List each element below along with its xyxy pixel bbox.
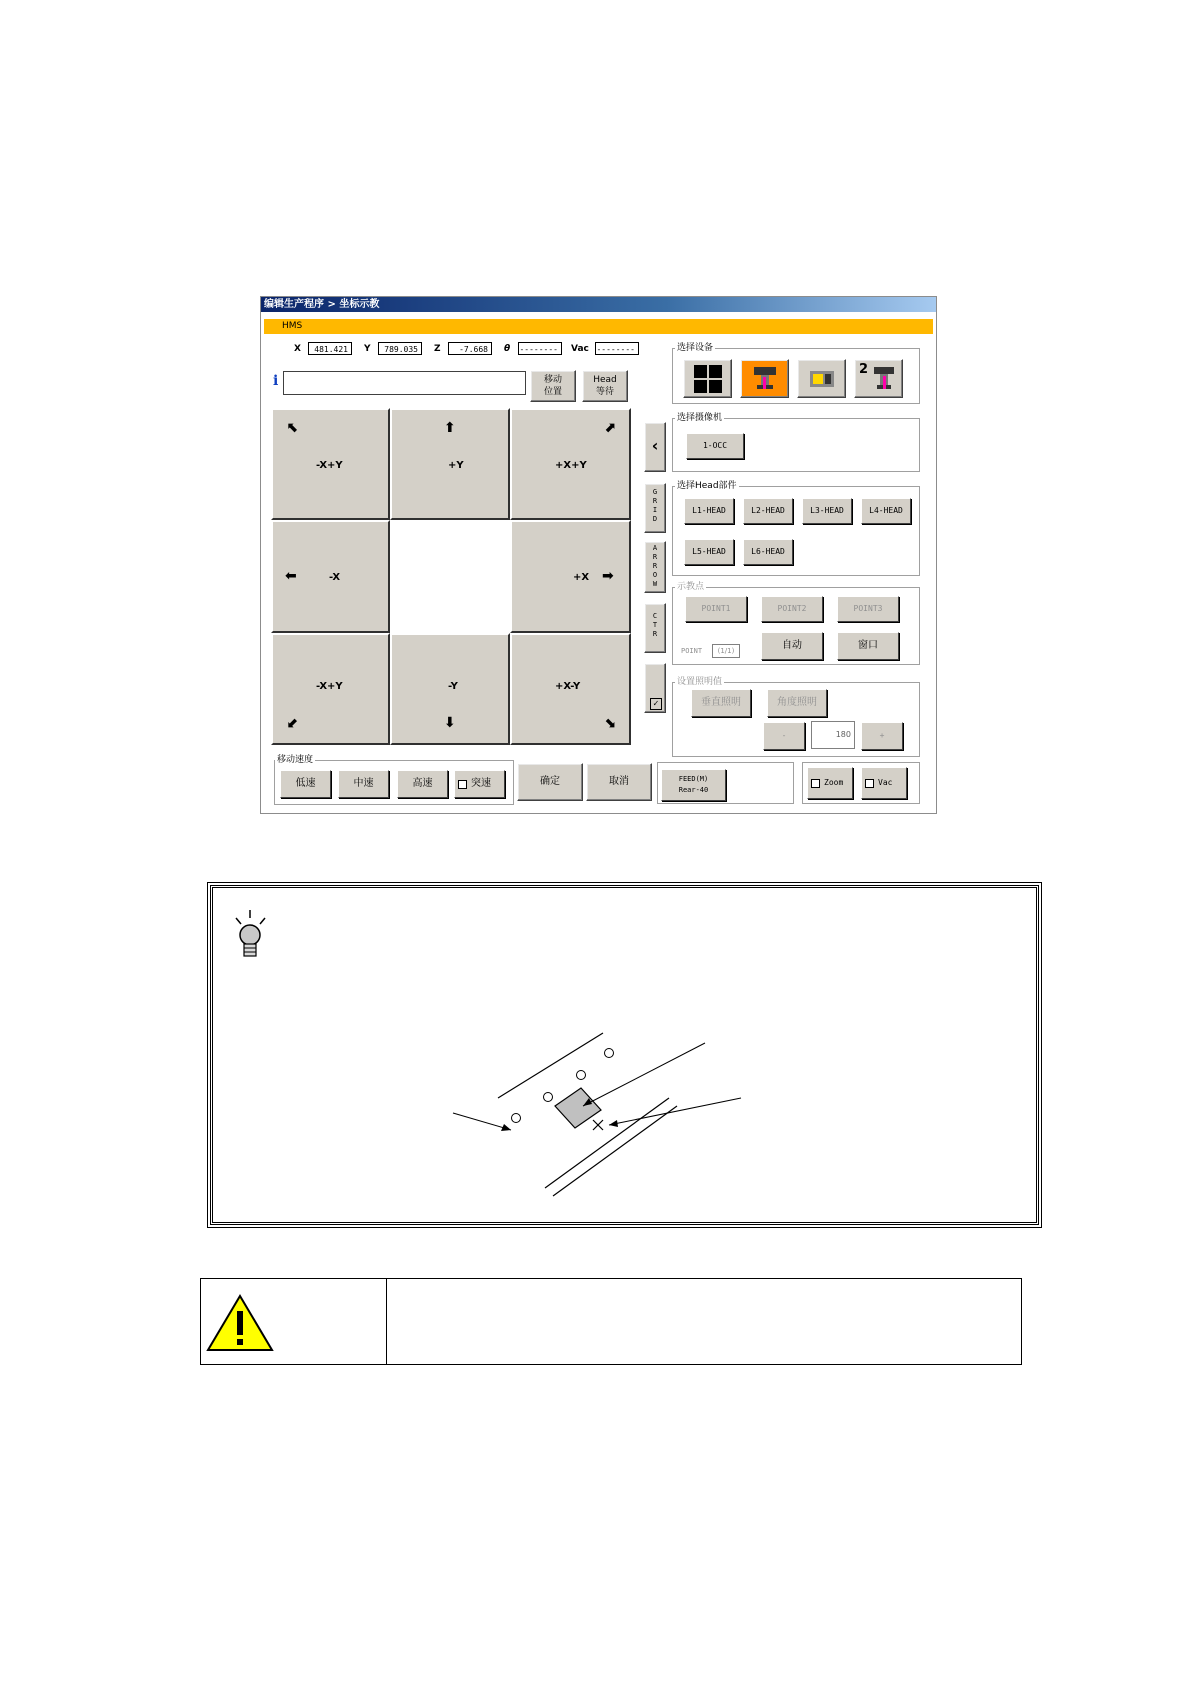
jog-left-label: -X (329, 572, 341, 583)
feeder-icon (808, 365, 836, 393)
speed-group-title: 移动速度 (275, 752, 315, 765)
head-group-title: 选择Head部件 (675, 478, 739, 491)
teach-window (260, 296, 937, 814)
light-plus-button[interactable]: + (861, 722, 903, 750)
caution-icon-cell (201, 1279, 387, 1364)
jog-up-right-label: +X+Y (555, 460, 587, 471)
checkbox-toggle-button[interactable] (644, 663, 666, 713)
z-label: Z (434, 344, 441, 354)
head-l2-button[interactable]: L2-HEAD (743, 498, 793, 524)
auto-button[interactable]: 自动 (761, 632, 823, 660)
caution-box (200, 1278, 1022, 1365)
grid-icon (694, 365, 722, 393)
two-icon: 2 (859, 362, 869, 377)
teach-group-title: 示教点 (675, 579, 706, 592)
arrow-left-icon: ⬅ (285, 568, 297, 584)
head-l3-button[interactable]: L3-HEAD (802, 498, 852, 524)
check-box-icon: ✓ (650, 698, 662, 710)
hint-box (210, 885, 1039, 1225)
angle-light-button[interactable]: 角度照明 (767, 689, 827, 717)
ok-button[interactable]: 确定 (517, 763, 583, 801)
arrow-right-icon: ➡ (602, 568, 614, 584)
head-l1-button[interactable]: L1-HEAD (684, 498, 734, 524)
theta-label: θ (504, 344, 511, 354)
jog-left-button[interactable] (271, 520, 390, 633)
vac-value: -------- (595, 342, 639, 355)
jog-center (390, 520, 510, 633)
jog-right-label: +X (573, 572, 590, 583)
arrow-up-icon: ⬆ (444, 420, 456, 436)
jog-up-left-button[interactable] (271, 408, 390, 520)
camera-occ-button[interactable]: 1-OCC (686, 433, 744, 459)
light-minus-button[interactable]: - (763, 722, 805, 750)
ctr-button[interactable]: C T R (644, 603, 666, 653)
y-value: 789.035 (378, 342, 422, 355)
head-icon (751, 365, 779, 393)
window-button[interactable]: 窗口 (837, 632, 899, 660)
y-label: Y (364, 344, 371, 354)
head-wait-button[interactable]: Head 等待 (582, 370, 628, 402)
arrow-down-icon: ⬇ (444, 715, 456, 731)
point-counter: (1/1) (712, 644, 740, 658)
head-l4-button[interactable]: L4-HEAD (861, 498, 911, 524)
jog-down-label: -Y (448, 681, 458, 692)
point1-button[interactable]: POINT1 (685, 596, 747, 622)
arrow-up-left-icon: ⬉ (287, 420, 299, 436)
vertical-light-button[interactable]: 垂直照明 (691, 689, 751, 717)
light-group-title: 设置照明值 (675, 674, 724, 687)
speed-mid-button[interactable]: 中速 (338, 770, 389, 798)
jog-up-label: +Y (448, 460, 464, 471)
chevron-left-icon: ‹ (651, 436, 659, 455)
jump-label: 突速 (471, 778, 491, 789)
jog-down-right-label: +X-Y (555, 681, 581, 692)
move-position-button[interactable]: 移动 位置 (530, 370, 576, 402)
info-icon: i (273, 373, 279, 389)
point-label: POINT (681, 647, 703, 655)
head2-icon (872, 365, 896, 393)
x-label: X (294, 344, 301, 354)
device-all-button[interactable] (683, 359, 732, 398)
collapse-button[interactable] (644, 422, 666, 472)
jog-down-left-label: -X+Y (316, 681, 343, 692)
warning-icon (205, 1293, 275, 1353)
camera-group-title: 选择摄像机 (675, 410, 724, 423)
arrow-down-left-icon: ⬋ (287, 715, 299, 731)
jog-up-right-button[interactable] (510, 408, 631, 520)
arrow-button[interactable]: A R R O W (644, 541, 666, 593)
device-head2-button[interactable] (854, 359, 903, 398)
jog-up-button[interactable] (390, 408, 510, 520)
lightbulb-icon (227, 908, 277, 968)
vac-toggle-label: Vac (878, 778, 893, 787)
jog-down-left-button[interactable] (271, 633, 390, 745)
z-value: -7.668 (448, 342, 492, 355)
jog-right-button[interactable] (510, 520, 631, 633)
head-l5-button[interactable]: L5-HEAD (684, 539, 734, 565)
jog-up-left-label: -X+Y (316, 460, 343, 471)
zoom-label: Zoom (824, 778, 844, 787)
message-field[interactable] (283, 371, 526, 395)
point2-button[interactable]: POINT2 (761, 596, 823, 622)
arrow-up-right-icon: ⬈ (604, 420, 616, 436)
jog-down-right-button[interactable] (510, 633, 631, 745)
speed-high-button[interactable]: 高速 (397, 770, 448, 798)
point3-button[interactable]: POINT3 (837, 596, 899, 622)
jog-down-button[interactable] (390, 633, 510, 745)
speed-low-button[interactable]: 低速 (280, 770, 331, 798)
theta-value: -------- (518, 342, 562, 355)
device-head-button[interactable] (740, 359, 789, 398)
vac-checkbox[interactable] (865, 779, 874, 788)
head-l6-button[interactable]: L6-HEAD (743, 539, 793, 565)
jump-checkbox[interactable] (458, 780, 467, 789)
window-title: 编辑生产程序 > 坐标示教 (261, 297, 936, 312)
light-value-field[interactable]: 180 (811, 721, 855, 749)
zoom-checkbox[interactable] (811, 779, 820, 788)
feed-button[interactable]: FEED(M) Rear-40 (661, 769, 726, 801)
vac-toggle[interactable] (861, 767, 907, 799)
device-feeder-button[interactable] (797, 359, 846, 398)
device-group-title: 选择设备 (675, 340, 715, 353)
zoom-toggle[interactable] (807, 767, 853, 799)
pcb-diagram (443, 1028, 843, 1208)
cancel-button[interactable]: 取消 (586, 763, 652, 801)
x-value: 481.421 (308, 342, 352, 355)
grid-button[interactable]: G R I D (644, 483, 666, 533)
jump-speed-toggle[interactable] (454, 770, 505, 798)
machine-bar: HMS (264, 319, 933, 334)
arrow-down-right-icon: ⬊ (604, 715, 616, 731)
vac-label: Vac (571, 344, 589, 354)
